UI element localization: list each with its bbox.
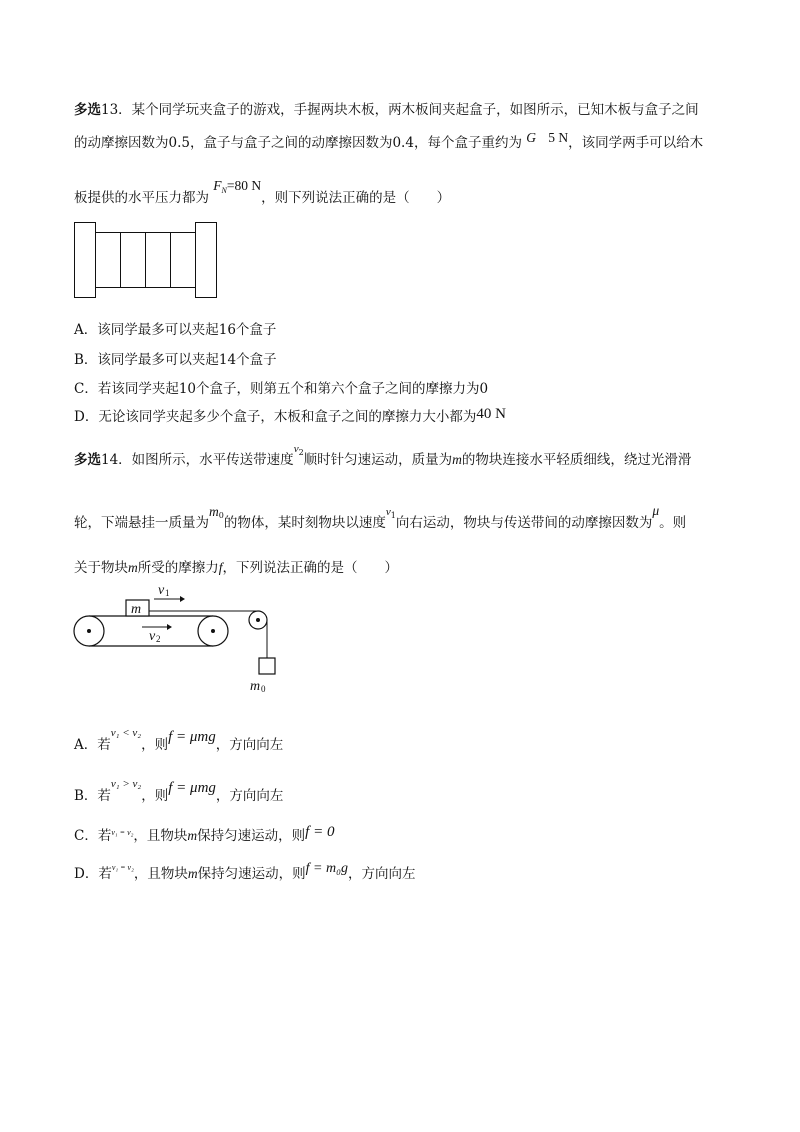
q14-option-c: C．若$^{v_1 = v_2}$，且物块m保持匀速运动，则f = 0 <box>74 824 335 844</box>
q14-line3: 关于物块m所受的摩擦力f，下列说法正确的是（ ） <box>74 560 399 576</box>
boxes-figure <box>74 222 224 298</box>
q14-tag: 多选 <box>74 452 101 468</box>
m0-symbol: m <box>209 504 219 519</box>
q13-option-a: A．该同学最多可以夹起16个盒子 <box>74 322 277 338</box>
v1-symbol: v <box>385 506 391 518</box>
svg-text:1: 1 <box>165 588 170 598</box>
right-board <box>196 223 217 298</box>
left-board <box>75 223 96 298</box>
q14-option-d: D．若$^{v_1 = v_2}$，且物块m保持匀速运动，则f = m₀g，方向向左 <box>74 861 416 882</box>
box-1 <box>96 233 121 288</box>
gravity-value: 5 N <box>548 130 569 145</box>
right-roller-axle <box>211 629 215 633</box>
left-roller-axle <box>87 629 91 633</box>
box-3 <box>146 233 171 288</box>
hanging-mass <box>259 658 275 674</box>
v1-label: v <box>158 583 165 598</box>
conveyor-figure <box>72 578 282 694</box>
v2-label: v <box>149 629 156 644</box>
q13-tag: 多选 <box>74 102 101 118</box>
v2-symbol: v <box>293 443 299 455</box>
q14-line2: 轮，下端悬挂一质量为$m^0$的物体，某时刻物块以速度$^{v1}$向右运动，物块与传送带间的动摩擦因数为μ。则 <box>74 503 687 531</box>
q14-line1: 多选14．如图所示，水平传送带速度$^{v2}$顺时针匀速运动，质量为m的物块连接水平轻质细线，绕过光滑滑 <box>74 443 692 468</box>
gravity-symbol: G <box>526 130 536 145</box>
pulley-axle <box>256 618 260 622</box>
q14-option-a: A．若$^{v_1 < v_2}$，则f = μmg，方向向左 <box>74 727 284 753</box>
svg-text:0: 0 <box>261 684 266 694</box>
q13-option-b: B．该同学最多可以夹起14个盒子 <box>74 352 277 368</box>
force-value: =80 N <box>226 178 262 193</box>
box-4 <box>171 233 196 288</box>
q13-line2: 的动摩擦因数为0.5，盒子与盒子之间的动摩擦因数为0.4，每个盒子重约为 G 5 N，该同学两手可以给木 <box>74 130 704 151</box>
svg-text:2: 2 <box>156 634 161 644</box>
hanging-mass-label: m <box>250 679 261 694</box>
q13-option-d: D．无论该同学夹起多少个盒子，木板和盒子之间的摩擦力大小都为40 N <box>74 406 506 425</box>
force-symbol: F <box>213 178 222 193</box>
q13-option-c: C．若该同学夹起10个盒子，则第五个和第六个盒子之间的摩擦力为0 <box>74 381 489 397</box>
q13-line1: 多选13．某个同学玩夹盒子的游戏，手握两块木板，两木板间夹起盒子，如图所示，已知木板与盒子之间 <box>74 102 699 118</box>
q14-option-b: B．若$^{v_1 > v_2}$，则f = μmg，方向向左 <box>74 778 284 804</box>
q13-line3: 板提供的水平压力都为 $F^N=80$ N，则下列说法正确的是（ ） <box>74 178 451 206</box>
block-m-label: m <box>131 602 142 617</box>
box-2 <box>121 233 146 288</box>
mu-symbol: μ <box>652 503 660 518</box>
